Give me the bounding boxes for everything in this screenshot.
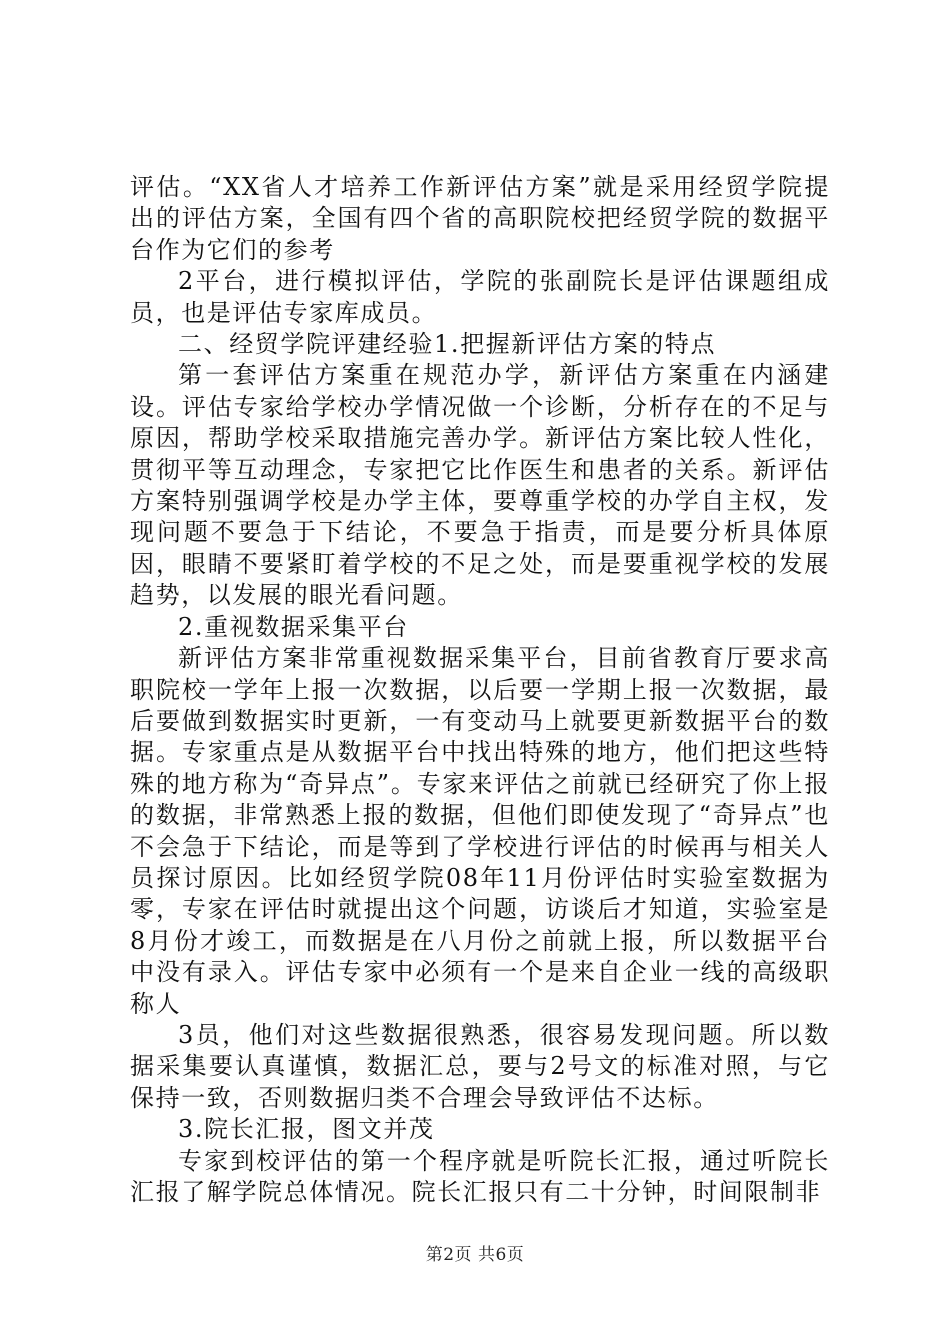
paragraph-6: 新评估方案非常重视数据采集平台，目前省教育厅要求高职院校一学年上报一次数据，以后要一学期上报一次数据，最后要做到数据实时更新，一有变动马上就要更新数据平台的数据。专家重点是从数据平台中找出特殊的地方，他们把这些特殊的地方称为“奇异点”。专家来评估之前就已经研究了你上报的数据，非常熟悉上报的数据，但他们即使发现了“奇异点”也不会急于下结论，而是等到了学校进行评估的时候再与相关人员探讨原因。比如经贸学院08年11月份评估时实验室数据为零，专家在评估时就提出这个问题，访谈后才知道，实验室是8月份才竣工，而数据是在八月份之前就上报，所以数据平台中没有录入。评估专家中必须有一个是来自企业一线的高级职称人 [130, 644, 830, 1018]
paragraph-4: 第一套评估方案重在规范办学，新评估方案重在内涵建设。评估专家给学校办学情况做一个诊断，分析存在的不足与原因，帮助学校采取措施完善办学。新评估方案比较人性化，贯彻平等互动理念，专家把它比作医生和患者的关系。新评估方案特别强调学校是办学主体，要尊重学校的办学自主权，发现问题不要急于下结论，不要急于指责，而是要分析具体原因，眼睛不要紧盯着学校的不足之处，而是要重视学校的发展趋势，以发展的眼光看问题。 [130, 361, 830, 610]
page-footer: 第2页 共6页 [425, 1245, 525, 1265]
paragraph-2: 2平台，进行模拟评估，学院的张副院长是评估课题组成员，也是评估专家库成员。 [130, 267, 830, 327]
paragraph-7: 3员，他们对这些数据很熟悉，很容易发现问题。所以数据采集要认真谨慎，数据汇总，要与2号文的标准对照，与它保持一致，否则数据归类不合理会导致评估不达标。 [130, 1020, 830, 1112]
section-heading: 二、经贸学院评建经验1.把握新评估方案的特点 [178, 330, 717, 359]
document-body [130, 172, 830, 1208]
subheading-2: 2.重视数据采集平台 [178, 612, 409, 641]
paragraph-1: 评估。“XX省人才培养工作新评估方案”就是采用经贸学院提出的评估方案，全国有四个省的高职院校把经贸学院的数据平台作为它们的参考 [130, 173, 830, 264]
subheading-3: 3.院长汇报，图文并茂 [178, 1115, 435, 1144]
paragraph-9: 专家到校评估的第一个程序就是听院长汇报，通过听院长汇报了解学院总体情况。院长汇报只有二十分钟，时间限制非 [130, 1146, 830, 1206]
